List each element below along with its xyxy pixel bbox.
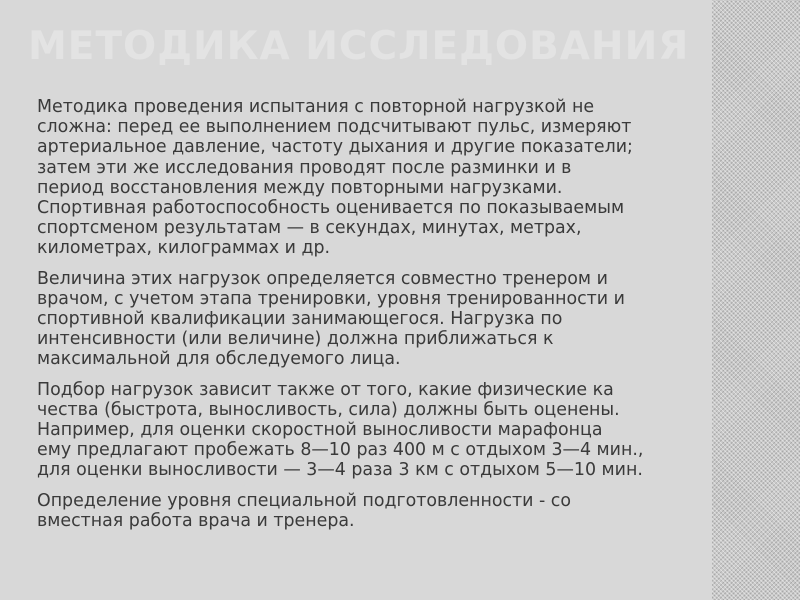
- text-line: врачом, с учетом этапа тренировки, уровня тренированности и: [37, 288, 625, 309]
- text-line: Спортивная работоспособность оценивается по показываемым: [37, 198, 625, 219]
- text-line: Например, для оценки скоростной выносливости марафонца: [37, 420, 603, 441]
- text-line: чества (быстрота, выносливость, сила) должны быть оценены.: [37, 399, 620, 420]
- text-line: Величина этих нагрузок определяется совместно тренером и: [37, 268, 608, 289]
- text-line: интенсивности (или величине) должна приближаться к: [37, 329, 554, 350]
- paragraph-load-magnitude: [31, 269, 703, 370]
- paragraph-special-preparedness: [31, 491, 703, 531]
- text-line: километрах, килограммах и др.: [37, 238, 331, 259]
- text-line: Подбор нагрузок зависит также от того, какие физические ка: [37, 379, 614, 400]
- text-line: артериальное давление, частоту дыхания и другие показатели;: [37, 137, 633, 158]
- text-line: сложна: перед ее выполнением подсчитывают пульс, измеряют: [37, 117, 632, 138]
- slide-body: [31, 97, 703, 541]
- slide-title: МЕТОДИКА ИССЛЕДОВАНИЯ: [28, 24, 690, 69]
- decorative-side-panel: [712, 0, 800, 600]
- text-line: ему предлагают пробежать 8—10 раз 400 м с отдыхом 3—4 мин.,: [37, 440, 644, 461]
- text-line: вместная работа врача и тренера.: [37, 510, 355, 531]
- paragraph-load-selection: [31, 380, 703, 481]
- text-line: для оценки выносливости — 3—4 раза 3 км с отдыхом 5—10 мин.: [37, 460, 643, 481]
- text-line: Методика проведения испытания с повторной нагрузкой не: [37, 97, 595, 117]
- text-line: максимальной для обследуемого лица.: [37, 349, 401, 370]
- paragraph-test-methodology: [31, 97, 703, 259]
- text-line: спортсменом результатам — в секундах, минутах, метрах,: [37, 218, 582, 239]
- text-line: спортивной квалификации занимающегося. Нагрузка по: [37, 309, 563, 330]
- text-line: Определение уровня специальной подготовленности - со: [37, 490, 571, 511]
- text-line: затем эти же исследования проводят после разминки и в: [37, 157, 572, 178]
- text-line: период восстановления между повторными нагрузками.: [37, 177, 563, 198]
